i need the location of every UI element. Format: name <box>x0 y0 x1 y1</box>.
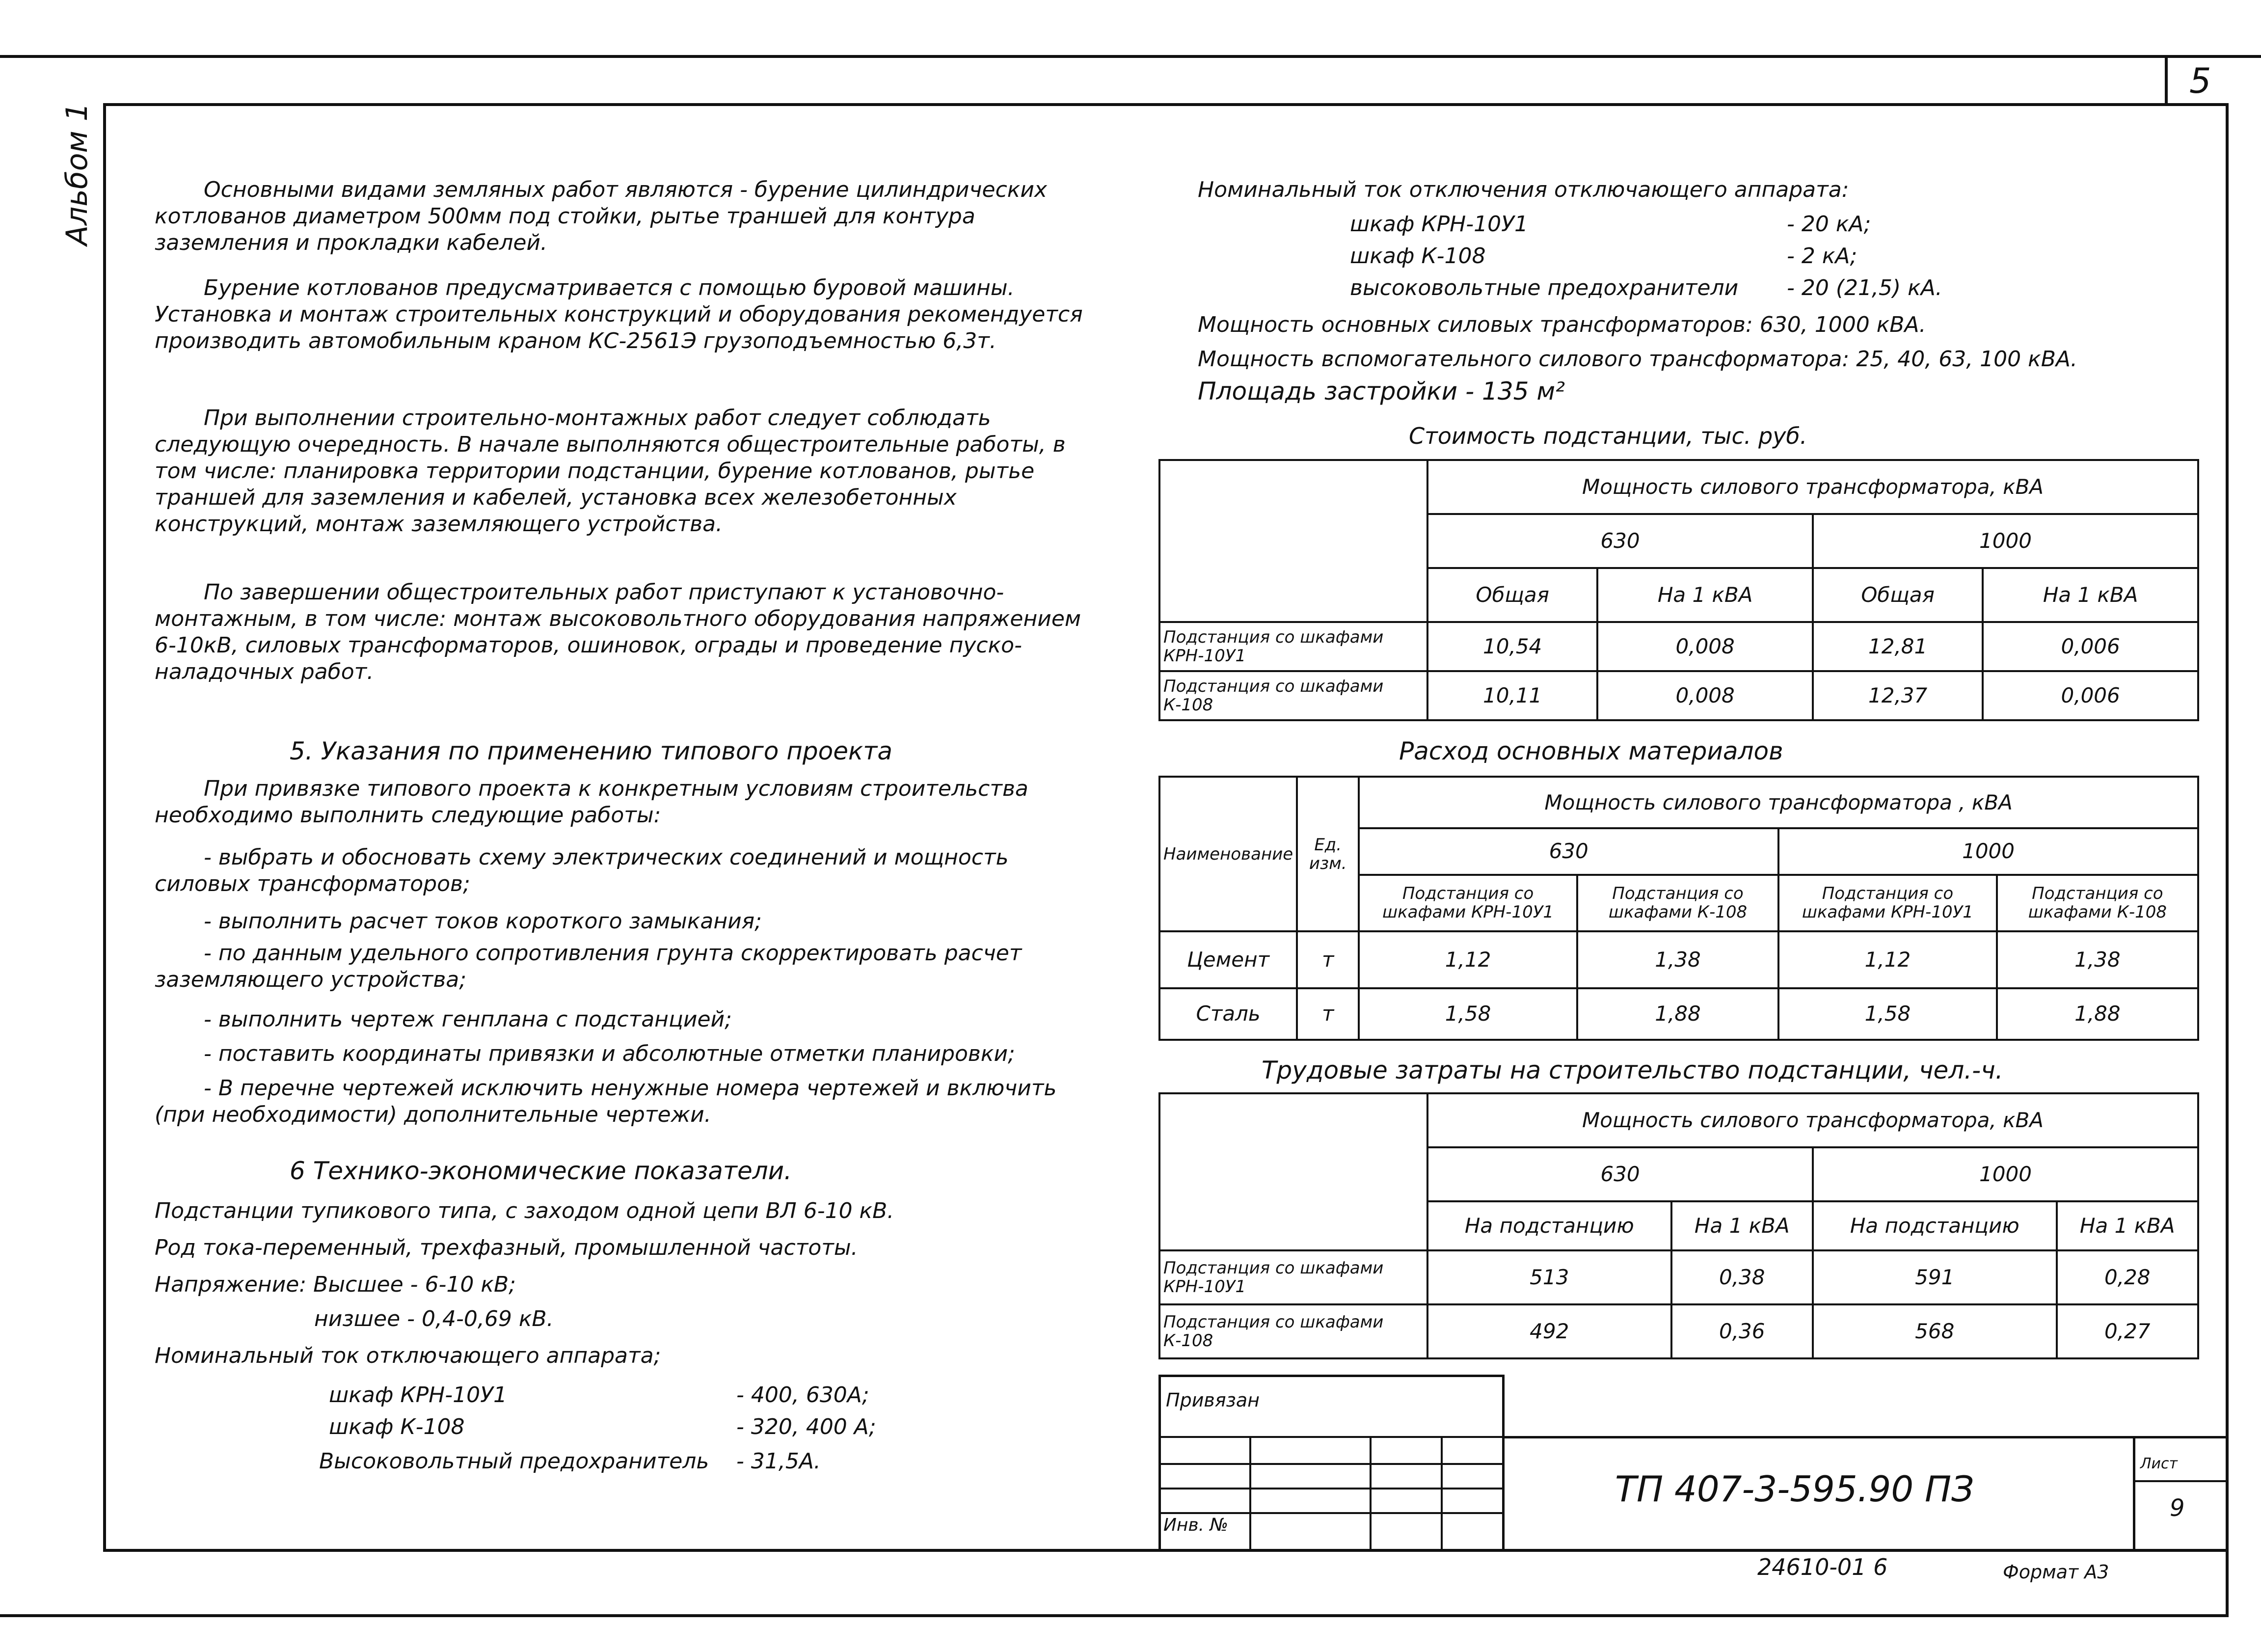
sheet-label: Лист <box>2140 1455 2178 1472</box>
cell: 1,38 <box>1577 931 1778 988</box>
table-header: Мощность силового трансформатора, кВА <box>1427 1093 2198 1147</box>
sub-header: Общая <box>1813 568 1983 622</box>
cell: 568 <box>1813 1304 2057 1358</box>
list-item: - выполнить расчет токов короткого замыкания; <box>204 909 762 934</box>
sheet-box-mid <box>2133 1480 2226 1482</box>
archive-number: 24610-01 6 <box>1757 1554 1888 1580</box>
page-number-box <box>2165 55 2168 104</box>
table-row <box>1159 988 2198 1040</box>
sub-header: Подстанция со шкафами КРН-10У1 <box>1359 875 1577 932</box>
cell: 0,008 <box>1597 671 1813 720</box>
breaking-label: шкаф КРН-10У1 <box>1350 212 1528 237</box>
sub-header: Подстанция со шкафами К-108 <box>1997 875 2198 932</box>
cell: 12,37 <box>1813 671 1983 720</box>
current-value: - 31,5А. <box>736 1449 821 1474</box>
breaking-label: шкаф К-108 <box>1350 244 1486 269</box>
page-number: 5 <box>2189 61 2211 101</box>
current-label: шкаф К-108 <box>329 1414 465 1439</box>
sheet-number: 9 <box>2170 1494 2185 1522</box>
sub-header: На 1 кВА <box>1671 1201 1813 1250</box>
table-title: Стоимость подстанции, тыс. руб. <box>1409 423 1807 449</box>
sub-header: На 1 кВА <box>2057 1201 2199 1250</box>
breaking-value: - 2 кА; <box>1787 244 1857 269</box>
cell: 1,58 <box>1359 988 1577 1040</box>
table-row <box>1159 622 2198 671</box>
group-header: 630 <box>1427 1147 1813 1201</box>
breaking-value: - 20 кА; <box>1787 212 1871 237</box>
privyazan-label: Привязан <box>1166 1389 1260 1411</box>
list-item: - по данным удельного сопротивления грунта скорректировать расчет заземляющего устройства; <box>155 941 1022 992</box>
table-title: Расход основных материалов <box>1399 737 1783 765</box>
power-line: Мощность основных силовых трансформаторов: 630, 1000 кВА. <box>1198 312 1926 337</box>
sub-header: На подстанцию <box>1813 1201 2057 1250</box>
unit: т <box>1297 931 1359 988</box>
stamp-col <box>1441 1436 1443 1551</box>
table-title: Трудовые затраты на строительство подстанции, чел.-ч. <box>1262 1056 2003 1084</box>
cell: 1,12 <box>1359 931 1577 988</box>
list-item: - выбрать и обосновать схему электрических соединений и мощность силовых трансформаторов; <box>155 845 1009 896</box>
cell: 0,006 <box>1983 622 2198 671</box>
row-label: Сталь <box>1159 988 1297 1040</box>
cell: 1,12 <box>1778 931 1997 988</box>
breaking-title: Номинальный ток отключения отключающего аппарата: <box>1198 177 1849 202</box>
section-title: 5. Указания по применению типового проекта <box>290 737 892 765</box>
group-header: 1000 <box>1813 1147 2198 1201</box>
current-label: Высоковольтный предохранитель <box>319 1449 709 1474</box>
inventory-label: Инв. № <box>1163 1515 1229 1535</box>
col-header: Наименование <box>1159 777 1297 931</box>
frame-top <box>103 103 2229 106</box>
table-header: Мощность силового трансформатора, кВА <box>1427 460 2198 514</box>
list-item: - выполнить чертеж генплана с подстанцией; <box>204 1007 732 1032</box>
section-intro: При привязке типового проекта к конкретным условиям строительства необходимо выполнить следующие работы: <box>155 776 1028 828</box>
cell: 0,27 <box>2057 1304 2199 1358</box>
frame-right <box>2226 103 2229 1615</box>
cost-table <box>1158 459 2199 721</box>
paragraph: При выполнении строительно-монтажных работ следует соблюдать следующую очередность. В начале выполняются общестроительные работы, в том числе: планировка территории подстанции, бурение котлованов, рытье траншей для заземления и кабелей, установка всех железобетонных конструкций, монтаж заземляющего устройства. <box>155 406 1066 537</box>
row-label: Подстанция со шкафами КРН-10У1 <box>1159 622 1427 671</box>
stamp-row <box>1158 1436 1502 1438</box>
stamp-row <box>1158 1463 1502 1465</box>
top-rule <box>0 55 2261 58</box>
cell: 1,88 <box>1577 988 1778 1040</box>
cell: 10,11 <box>1427 671 1597 720</box>
stamp-col <box>1249 1436 1251 1551</box>
group-header: 1000 <box>1813 514 2198 568</box>
unit: т <box>1297 988 1359 1040</box>
row-label: Подстанция со шкафами КРН-10У1 <box>1159 1250 1427 1304</box>
sub-header: Общая <box>1427 568 1597 622</box>
paragraph: По завершении общестроительных работ приступают к установочно-монтажным, в том числе: монтаж высоковольтного оборудования напряжением 6-10кВ, силовых трансформаторов, ошиновок, ограды и проведение пуско-наладочных работ. <box>155 580 1081 684</box>
tech-line: Номинальный ток отключающего аппарата; <box>155 1343 661 1368</box>
cell: 513 <box>1427 1250 1671 1304</box>
stamp-top <box>1158 1375 1502 1377</box>
row-label: Подстанция со шкафами К-108 <box>1159 1304 1427 1358</box>
sub-header: На 1 кВА <box>1983 568 2198 622</box>
cell: 0,008 <box>1597 622 1813 671</box>
group-header: 630 <box>1427 514 1813 568</box>
breaking-value: - 20 (21,5) кА. <box>1787 275 1942 300</box>
tech-line: Род тока-переменный, трехфазный, промышленной частоты. <box>155 1235 858 1260</box>
table-row <box>1159 1250 2198 1304</box>
tech-line: Подстанции тупикового типа, с заходом одной цепи ВЛ 6-10 кВ. <box>155 1198 894 1223</box>
sub-header: Подстанция со шкафами КРН-10У1 <box>1778 875 1997 932</box>
cell: 0,006 <box>1983 671 2198 720</box>
cell: 1,88 <box>1997 988 2198 1040</box>
frame-bottom <box>103 1549 2229 1552</box>
tech-line: низшее - 0,4-0,69 кВ. <box>314 1306 554 1331</box>
cell: 0,36 <box>1671 1304 1813 1358</box>
format-label: Формат А3 <box>2003 1561 2109 1583</box>
paragraph: Основными видами земляных работ являются - бурение цилиндрических котлованов диаметром 500мм под стойки, рытье траншей для контура заземления и прокладки кабелей. <box>155 177 1047 255</box>
cell: 591 <box>1813 1250 2057 1304</box>
cell: 0,28 <box>2057 1250 2199 1304</box>
section-title: 6 Технико-экономические показатели. <box>290 1157 792 1185</box>
cell: 1,38 <box>1997 931 2198 988</box>
current-label: шкаф КРН-10У1 <box>329 1382 507 1408</box>
cell: 12,81 <box>1813 622 1983 671</box>
album-label: Альбом 1 <box>60 103 94 245</box>
row-label: Цемент <box>1159 931 1297 988</box>
sub-header: Подстанция со шкафами К-108 <box>1577 875 1778 932</box>
cell: 0,38 <box>1671 1250 1813 1304</box>
table-row <box>1159 1304 2198 1358</box>
sub-header: На подстанцию <box>1427 1201 1671 1250</box>
power-line: Мощность вспомогательного силового трансформатора: 25, 40, 63, 100 кВА. <box>1198 347 2077 372</box>
paragraph: Бурение котлованов предусматривается с помощью буровой машины. Установка и монтаж строительных конструкций и оборудования рекомендуется производить автомобильным краном КС-2561Э грузоподъемностью 6,3т. <box>155 275 1083 353</box>
group-header: 630 <box>1359 828 1778 875</box>
power-line: Площадь застройки - 135 м² <box>1198 377 1565 406</box>
stamp-mid <box>1502 1436 2226 1438</box>
materials-table <box>1158 776 2199 1041</box>
sub-header: На 1 кВА <box>1597 568 1813 622</box>
tech-line: Напряжение: Высшее - 6-10 кВ; <box>155 1272 516 1297</box>
sheet-box-left <box>2133 1436 2135 1551</box>
current-value: - 320, 400 А; <box>736 1414 876 1439</box>
table-row <box>1159 671 2198 720</box>
frame-left <box>103 103 106 1551</box>
document-code: ТП 407-3-595.90 ПЗ <box>1615 1468 1974 1510</box>
list-item: - поставить координаты привязки и абсолютные отметки планировки; <box>204 1041 1015 1066</box>
table-row <box>1159 931 2198 988</box>
cell: 10,54 <box>1427 622 1597 671</box>
outer-bottom <box>0 1614 2229 1617</box>
row-label: Подстанция со шкафами К-108 <box>1159 671 1427 720</box>
current-value: - 400, 630А; <box>736 1382 869 1408</box>
table-header: Мощность силового трансформатора , кВА <box>1359 777 2198 828</box>
col-header: Ед. изм. <box>1297 777 1359 931</box>
breaking-label: высоковольтные предохранители <box>1350 275 1739 300</box>
group-header: 1000 <box>1778 828 2198 875</box>
stamp-col <box>1370 1436 1372 1551</box>
cell: 1,58 <box>1778 988 1997 1040</box>
list-item: - В перечне чертежей исключить ненужные номера чертежей и включить (при необходимости) дополнительные чертежи. <box>155 1076 1057 1127</box>
stamp-divider <box>1502 1375 1505 1551</box>
stamp-row <box>1158 1488 1502 1490</box>
labor-table <box>1158 1092 2199 1359</box>
cell: 492 <box>1427 1304 1671 1358</box>
